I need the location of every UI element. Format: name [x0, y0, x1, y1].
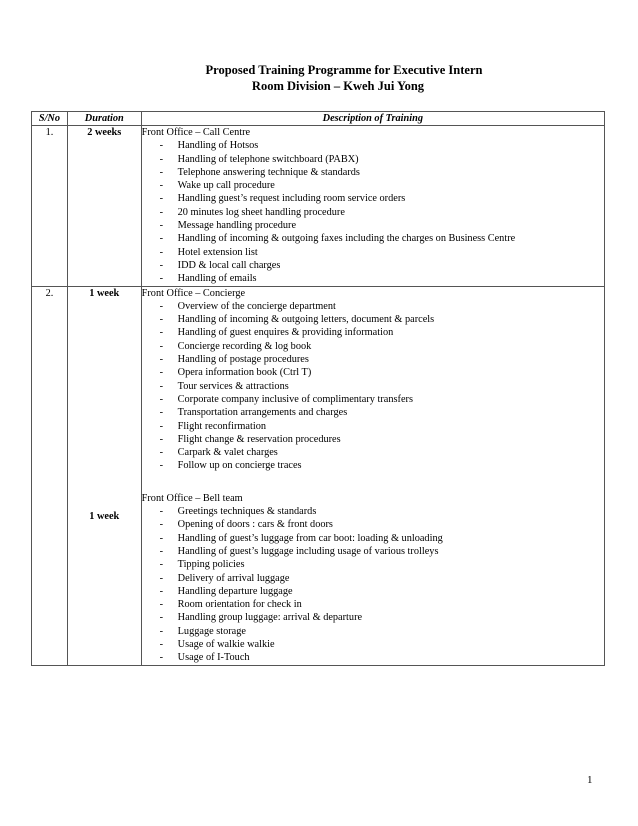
bullet-dash: - — [159, 506, 164, 518]
item-text: Follow up on concierge traces — [177, 460, 302, 472]
table-row — [32, 126, 605, 287]
list-item — [142, 300, 604, 313]
item-text: 20 minutes log sheet handling procedure — [177, 206, 345, 218]
list-item — [142, 353, 604, 366]
bullet-dash: - — [159, 407, 164, 419]
row-description-cell — [141, 126, 604, 287]
list-item — [142, 272, 604, 285]
bullet-dash: - — [159, 193, 164, 205]
list-item — [142, 518, 604, 531]
bullet-dash: - — [159, 380, 164, 392]
item-list — [142, 139, 604, 285]
item-text: Handling of guest’s luggage from car boot: loading & unloading — [177, 532, 443, 544]
item-text: Delivery of arrival luggage — [177, 572, 290, 584]
item-text: Flight change & reservation procedures — [177, 433, 341, 445]
item-text: Tour services & attractions — [177, 380, 289, 392]
training-table — [31, 111, 605, 666]
table-header-row — [32, 112, 605, 126]
list-item — [142, 166, 604, 179]
list-item — [142, 179, 604, 192]
bullet-dash: - — [159, 246, 164, 258]
list-item — [142, 153, 604, 166]
bullet-dash: - — [159, 340, 164, 352]
bullet-dash: - — [159, 233, 164, 245]
bullet-dash: - — [159, 273, 164, 285]
bullet-dash: - — [159, 166, 164, 178]
header-sno: S/No — [32, 112, 68, 126]
list-item — [142, 651, 604, 664]
item-text: Message handling procedure — [177, 220, 297, 232]
list-item — [142, 259, 604, 272]
item-text: Handling of emails — [177, 273, 257, 285]
bullet-dash: - — [159, 420, 164, 432]
item-text: Carpark & valet charges — [177, 447, 278, 459]
item-text: Tipping policies — [177, 559, 245, 571]
list-item — [142, 505, 604, 518]
list-item — [142, 611, 604, 624]
bullet-dash: - — [159, 652, 164, 664]
bullet-dash: - — [159, 367, 164, 379]
row-duration-cell — [67, 126, 141, 287]
bullet-dash: - — [159, 519, 164, 531]
list-item — [142, 625, 604, 638]
title-line-1: Proposed Training Programme for Executive Intern — [205, 63, 483, 77]
item-text: Usage of walkie walkie — [177, 638, 275, 650]
item-text: Concierge recording & log book — [177, 340, 312, 352]
list-item — [142, 638, 604, 651]
item-text: Telephone answering technique & standards — [177, 166, 360, 178]
list-item — [142, 139, 604, 152]
bullet-dash: - — [159, 354, 164, 366]
duration-text: 2 weeks — [87, 127, 122, 138]
item-list — [142, 300, 604, 473]
item-text: Handling of Hotsos — [177, 140, 259, 152]
list-item — [142, 532, 604, 545]
bullet-dash: - — [159, 259, 164, 271]
list-item — [142, 206, 604, 219]
list-item — [142, 246, 604, 259]
bullet-dash: - — [159, 327, 164, 339]
item-text: Handling guest’s request including room service orders — [177, 193, 406, 205]
list-item — [142, 313, 604, 326]
item-text: Room orientation for check in — [177, 599, 302, 611]
list-item — [142, 459, 604, 472]
bullet-dash: - — [159, 180, 164, 192]
list-item — [142, 326, 604, 339]
bullet-dash: - — [159, 140, 164, 152]
row-duration-cell — [67, 286, 141, 665]
list-item — [142, 232, 604, 245]
item-text: Usage of I-Touch — [177, 652, 250, 664]
list-item — [142, 192, 604, 205]
header-duration: Duration — [67, 112, 141, 126]
item-text: IDD & local call charges — [177, 259, 281, 271]
item-text: Handling of incoming & outgoing letters, document & parcels — [177, 314, 435, 326]
item-text: Greetings techniques & standards — [177, 506, 317, 518]
header-description: Description of Training — [141, 112, 604, 126]
row-sno: 2. — [32, 286, 68, 665]
table-row — [32, 286, 605, 665]
list-item — [142, 393, 604, 406]
bullet-dash: - — [159, 300, 164, 312]
bullet-dash: - — [159, 433, 164, 445]
list-item — [142, 545, 604, 558]
item-text: Overview of the concierge department — [177, 300, 336, 312]
bullet-dash: - — [159, 220, 164, 232]
list-item — [142, 380, 604, 393]
bullet-dash: - — [159, 206, 164, 218]
section-title: Front Office – Bell team — [141, 492, 243, 504]
title-line-2: Room Division – Kweh Jui Yong — [251, 79, 425, 93]
row-sno: 1. — [32, 126, 68, 287]
item-text: Opera information book (Ctrl T) — [177, 367, 312, 379]
item-text: Wake up call procedure — [177, 180, 275, 192]
section-title: Front Office – Call Centre — [141, 127, 251, 138]
item-text: Flight reconfirmation — [177, 420, 267, 432]
list-item — [142, 598, 604, 611]
item-text: Handling of guest enquires & providing information — [177, 327, 394, 339]
item-text: Handling of telephone switchboard (PABX) — [177, 153, 359, 165]
list-item — [142, 219, 604, 232]
section-spacer — [142, 473, 604, 492]
bullet-dash: - — [159, 572, 164, 584]
bullet-dash: - — [159, 599, 164, 611]
bullet-dash: - — [159, 559, 164, 571]
item-text: Handling of incoming & outgoing faxes including the charges on Business Centre — [177, 233, 516, 245]
duration-text: 1 week — [89, 510, 120, 522]
item-text: Luggage storage — [177, 625, 246, 637]
section-title: Front Office – Concierge — [141, 287, 246, 299]
list-item — [142, 366, 604, 379]
bullet-dash: - — [159, 393, 164, 405]
row-description-cell — [141, 286, 604, 665]
bullet-dash: - — [159, 460, 164, 472]
duration-text: 1 week — [89, 287, 120, 299]
item-text: Corporate company inclusive of complimentary transfers — [177, 393, 413, 405]
bullet-dash: - — [159, 625, 164, 637]
bullet-dash: - — [159, 585, 164, 597]
bullet-dash: - — [159, 532, 164, 544]
bullet-dash: - — [159, 612, 164, 624]
bullet-dash: - — [159, 638, 164, 650]
list-item — [142, 433, 604, 446]
item-text: Opening of doors : cars & front doors — [177, 519, 333, 531]
page-number: 1 — [587, 774, 593, 786]
list-item — [142, 406, 604, 419]
item-text: Handling of guest’s luggage including usage of various trolleys — [177, 545, 439, 557]
item-list — [142, 505, 604, 665]
bullet-dash: - — [159, 545, 164, 557]
bullet-dash: - — [159, 314, 164, 326]
list-item — [142, 558, 604, 571]
item-text: Handling group luggage: arrival & departure — [177, 612, 363, 624]
list-item — [142, 572, 604, 585]
document-title — [0, 62, 638, 94]
item-text: Hotel extension list — [177, 246, 258, 258]
list-item — [142, 585, 604, 598]
list-item — [142, 340, 604, 353]
bullet-dash: - — [159, 153, 164, 165]
item-text: Handling departure luggage — [177, 585, 293, 597]
list-item — [142, 420, 604, 433]
item-text: Handling of postage procedures — [177, 354, 309, 366]
item-text: Transportation arrangements and charges — [177, 407, 348, 419]
bullet-dash: - — [159, 447, 164, 459]
list-item — [142, 446, 604, 459]
